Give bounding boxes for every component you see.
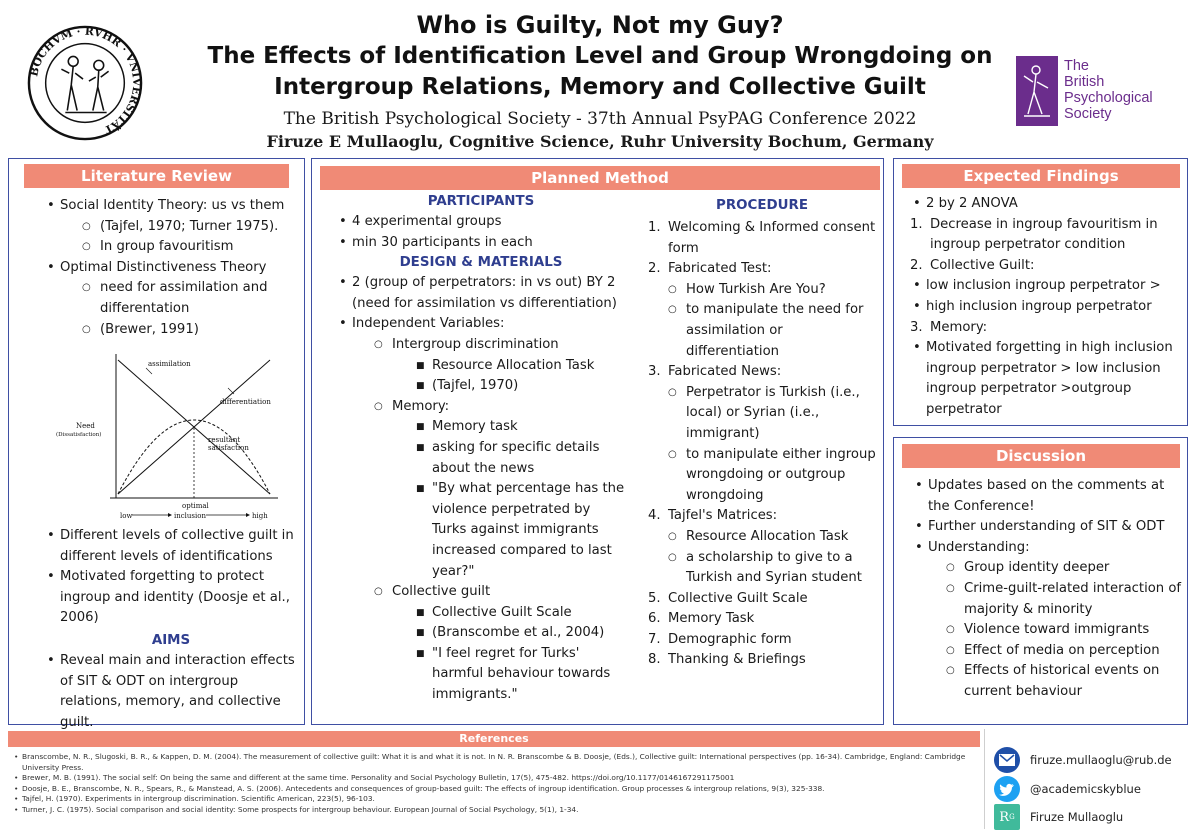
researchgate-icon (994, 804, 1020, 830)
method-right-column (646, 196, 878, 671)
iv-detail: ■ Collective Guilt Scale (370, 603, 626, 624)
conference-line: The British Psychological Society - 37th Annual PsyPAG Conference 2022 (283, 109, 917, 129)
fig-low-label: low (120, 512, 133, 520)
literature-list-2 (44, 526, 298, 733)
reference-item: • Turner, J. C. (1975). Social comparison and social identity: Some prospects for intergroup behaviour. European Journal of Social Psychology, 5(1), 1-34. (14, 805, 980, 816)
contact-email[interactable] (994, 747, 1172, 773)
iv-detail: ■ asking for specific details about the news (370, 438, 626, 479)
findings-anova: • 2 by 2 ANOVA (910, 194, 1182, 215)
participants-item: • min 30 participants in each (336, 233, 626, 254)
discussion-sub: ○ Effects of historical events on current behaviour (924, 661, 1182, 702)
procedure-heading: PROCEDURE (716, 198, 808, 213)
procedure-step: 7. Demographic form (648, 631, 792, 647)
contact-twitter[interactable] (994, 776, 1141, 802)
title-line-2: The Effects of Identification Level and Group Wrongdoing on (207, 43, 993, 69)
researchgate-glyph-sup: G (1009, 813, 1015, 821)
reference-item: • Branscombe, N. R., Slugoski, B. R., & Kappen, D. M. (2004). The measurement of collective guilt: What it is and what it is not. In N. R. Branscombe & B. Doosje, (Eds.), Collective guilt: International perspectives (pp. 16-34). Cambridge, England: Cambridge University Press. (14, 752, 980, 773)
twitter-icon (994, 776, 1020, 802)
title-line-3: Intergroup Relations, Memory and Collective Guilt (274, 74, 926, 100)
bps-logo (1016, 56, 1176, 128)
discussion-item: • Further understanding of SIT & ODT (912, 517, 1182, 538)
fig-dissatisfaction-label: (Dissatisfaction) (56, 432, 102, 438)
fig-assimilation-label: assimilation (148, 360, 191, 368)
researchgate-glyph: R (999, 809, 1010, 825)
bps-logo-line-4: Society (1064, 106, 1112, 122)
findings-step: 1. Decrease in ingroup favouritism in ingroup perpetrator condition (910, 216, 1158, 253)
procedure-step: 5. Collective Guilt Scale (648, 590, 808, 606)
literature-list-1 (44, 196, 298, 340)
author-line: Firuze E Mullaoglu, Cognitive Science, Ruhr University Bochum, Germany (266, 132, 934, 151)
lit-sub-item: ○ (Brewer, 1991) (60, 320, 298, 341)
email-text: firuze.mullaoglu@rub.de (1030, 753, 1172, 767)
reference-item: • Tajfel, H. (1970). Experiments in intergroup discrimination. Scientific American, 223(5), 96-103. (14, 794, 980, 805)
lit-item-forgetting: • Motivated forgetting to protect ingroup and identity (Doosje et al., 2006) (44, 567, 298, 629)
discussion-item: • Understanding: ○ Group identity deeper ○ Crime-guilt-related interaction of majority & minority ○ Violence toward immigrants ○ Effect of media on perception ○ Effects of historical events on current behaviour (912, 538, 1182, 703)
participants-item: • 4 experimental groups (336, 212, 626, 233)
discussion-list (912, 476, 1182, 703)
contact-divider (984, 729, 985, 829)
planned-method-header: Planned Method (320, 166, 880, 190)
procedure-sub: ○ Resource Allocation Task (646, 527, 878, 548)
procedure-step: 2. Fabricated Test: ○ How Turkish Are You? ○ to manipulate the need for assimilation or differentiation (646, 259, 878, 362)
fig-inclusion-label: inclusion (174, 512, 206, 520)
iv-detail: ■ Resource Allocation Task (370, 356, 626, 377)
fig-resultant-label: resultant (208, 436, 241, 444)
references-header: References (8, 731, 980, 747)
iv-detail: ■ (Tajfel, 1970) (370, 376, 626, 397)
title-block (180, 10, 1020, 153)
procedure-step: 1. Welcoming & Informed consent form (648, 220, 876, 256)
fig-need-label: Need (76, 422, 95, 430)
bps-logo-line-1: The (1064, 58, 1089, 74)
procedure-sub: ○ a scholarship to give to a Turkish and Syrian student (646, 548, 878, 589)
findings-bullet: • high inclusion ingroup perpetrator (910, 297, 1182, 318)
discussion-sub: ○ Crime-guilt-related interaction of majority & minority (924, 579, 1182, 620)
fig-high-label: high (252, 512, 268, 520)
contact-researchgate[interactable] (994, 804, 1123, 830)
lit-sub-item: ○ need for assimilation and differentation (60, 278, 298, 319)
reference-item: • Brewer, M. B. (1991). The social self: On being the same and different at the same time. Personality and Social Psychology Bulletin, 17(5), 475-482. https://doi.org/10.1177/0146167291175001 (14, 773, 980, 784)
participants-heading: PARTICIPANTS (427, 194, 535, 209)
iv-guilt: ○ Collective guilt ■ Collective Guilt Scale ■ (Branscombe et al., 2004) ■ "I feel regret for Turks' harmful behaviour towards immigrants." (352, 582, 626, 706)
iv-detail: ■ "By what percentage has the violence perpetrated by Turks against immigrants increased compared to last year?" (370, 479, 626, 582)
svg-text:BOCHVM · RVHR · VNIVERSITÄT (27, 25, 143, 137)
procedure-sub: ○ to manipulate either ingroup wrongdoing or outgroup wrongdoing (646, 445, 878, 507)
iv-detail: ■ (Branscombe et al., 2004) (370, 623, 626, 644)
bps-logo-line-3: Psychological (1064, 90, 1153, 106)
design-heading: DESIGN & MATERIALS (399, 255, 563, 271)
procedure-sub: ○ to manipulate the need for assimilation or differentiation (646, 300, 878, 362)
procedure-step: 8. Thanking & Briefings (648, 652, 806, 668)
fig-optimal-label: optimal (182, 502, 209, 510)
email-icon (994, 747, 1020, 773)
iv-item: • Independent Variables: ○ Intergroup discrimination ■ Resource Allocation Task ■ (Tajfel, 1970) ○ Memory: ■ Memory task ■ asking for specific details about the news ■ "By what percentage has the violence perpetrated by Turks against immigrants increased compared to last year?" ○ Collective guilt ■ Collective Guilt Scale ■ (Branscombe et al., 2004) ■ "I feel regret for Turks' harmful behaviour towards immigrants." (336, 314, 626, 705)
discussion-sub: ○ Group identity deeper (924, 558, 1182, 579)
expected-findings-header: Expected Findings (902, 164, 1180, 188)
fig-satisfaction-label: satisfaction (208, 444, 249, 452)
lit-item-guilt: • Different levels of collective guilt in different levels of identifications (44, 526, 298, 567)
procedure-sub: ○ How Turkish Are You? (646, 280, 878, 301)
optimal-distinctiveness-diagram (48, 348, 288, 522)
title-line-1: Who is Guilty, Not my Guy? (416, 11, 784, 39)
iv-discrimination: ○ Intergroup discrimination ■ Resource Allocation Task ■ (Tajfel, 1970) (352, 335, 626, 397)
procedure-step: 6. Memory Task (648, 611, 755, 627)
iv-detail: ■ "I feel regret for Turks' harmful behaviour towards immigrants." (370, 644, 626, 706)
procedure-step: 3. Fabricated News: ○ Perpetrator is Turkish (i.e., local) or Syrian (i.e., immigrant) ○ to manipulate either ingroup wrongdoing or outgroup wrongdoing (646, 362, 878, 506)
iv-detail: ■ Memory task (370, 417, 626, 438)
bps-logo-line-2: British (1064, 74, 1105, 90)
lit-sub-item: ○ (Tajfel, 1970; Turner 1975). (60, 217, 298, 238)
university-seal-icon (26, 24, 144, 142)
seal-text: BOCHVM · RVHR · VNIVERSITÄT (27, 24, 144, 137)
twitter-text: @academicskyblue (1030, 782, 1141, 796)
literature-review-header: Literature Review (24, 164, 289, 188)
findings-step: 3. Memory: (910, 319, 988, 335)
lit-item-sit: • Social Identity Theory: us vs them ○ (Tajfel, 1970; Turner 1975). ○ In group favouritism (44, 196, 298, 258)
discussion-sub: ○ Violence toward immigrants (924, 620, 1182, 641)
references-list (14, 752, 980, 816)
discussion-item: • Updates based on the comments at the Conference! (912, 476, 1182, 517)
discussion-sub: ○ Effect of media on perception (924, 641, 1182, 662)
bps-emblem-icon (1016, 56, 1058, 126)
reference-item: • Doosje, B. E., Branscombe, N. R., Spears, R., & Manstead, A. S. (2006). Antecedents and consequences of group-based guilt: The effects of ingroup identification. Group processes & intergroup relations, 9(3), 325-338. (14, 784, 980, 795)
findings-step: 2. Collective Guilt: (910, 257, 1035, 273)
findings-list (910, 194, 1182, 421)
design-item: • 2 (group of perpetrators: in vs out) BY 2 (need for assimilation vs differentiation) (336, 273, 626, 314)
iv-memory: ○ Memory: ■ Memory task ■ asking for specific details about the news ■ "By what percentage has the violence perpetrated by Turks against immigrants increased compared to last year?" (352, 397, 626, 582)
discussion-header: Discussion (902, 444, 1180, 468)
researchgate-text: Firuze Mullaoglu (1030, 810, 1124, 824)
lit-item-odt: • Optimal Distinctiveness Theory ○ need for assimilation and differentation ○ (Brewer, 1991) (44, 258, 298, 340)
fig-differentiation-label: differentiation (220, 398, 271, 406)
aims-heading: AIMS (151, 632, 191, 648)
method-left-column (336, 192, 626, 706)
procedure-sub: ○ Perpetrator is Turkish (i.e., local) or Syrian (i.e., immigrant) (646, 383, 878, 445)
aims-item: • Reveal main and interaction effects of SIT & ODT on intergroup relations, memory, and collective guilt. (44, 651, 298, 733)
lit-sub-item: ○ In group favouritism (60, 237, 298, 258)
findings-bullet: • low inclusion ingroup perpetrator > (910, 276, 1182, 297)
findings-bullet: • Motivated forgetting in high inclusion ingroup perpetrator > low inclusion ingroup perpetrator >outgroup perpetrator (910, 338, 1182, 420)
procedure-step: 4. Tajfel's Matrices: ○ Resource Allocation Task ○ a scholarship to give to a Turkish and Syrian student (646, 506, 878, 588)
